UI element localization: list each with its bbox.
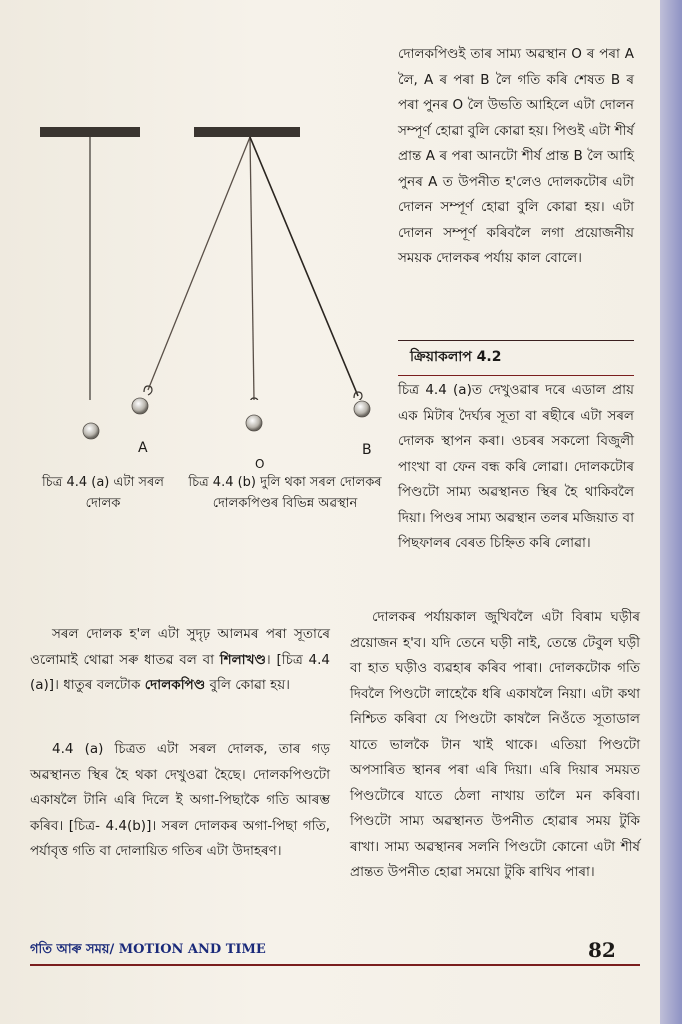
definition-paragraph: সৰল দোলক হ'ল এটা সুদৃঢ় আলমৰ পৰা সূতাৰে ওলোমাই থোৱা সৰু ধাতৱ বল বা শিলাখণ্ড। [চিত্ৰ 4.4 (a)]। ধাতুৰ বলটোক দোলকপিণ্ড বুলি কোৱা হয়। [30, 626, 330, 693]
term-stone: শিলাখণ্ড [219, 651, 266, 668]
activity-paragraph: চিত্ৰ 4.4 (a)ত দেখুওৱাৰ দৰে এডাল প্ৰায় এক মিটাৰ দৈৰ্ঘ্যৰ সূতা বা ৰছীৰে এটা সৰল দোলক স্থাপন কৰা। ওচৰৰ সকলো বিজুলী পাংখা বা ফেন বন্ধ কৰি লোৱা। দোলকটোৰ পিণ্ডটো সাম্য অৱস্থানত স্থিৰ হৈ থাকিবলৈ দিয়া। পিণ্ডৰ সাম্য অৱস্থান তলৰ মজিয়াত বা পিছফালৰ বেৰত চিহ্নিত কৰি লোৱা। [398, 382, 634, 551]
term-bob: দোলকপিণ্ড [144, 677, 206, 693]
activity-heading: ক্ৰিয়াকলাপ 4.2 [398, 340, 634, 376]
intro-paragraph: দোলকপিণ্ডই তাৰ সাম্য অৱস্থান O ৰ পৰা A লৈ, A ৰ পৰা B লৈ গতি কৰি শেষত B ৰ পৰা পুনৰ O লৈ উভতি আহিলে এটা দোলন সম্পূৰ্ণ হোৱা বুলি কোৱা হয়। পিণ্ডই এটা শীৰ্ষ প্ৰান্ত A ৰ পৰা আনটো শীৰ্ষ প্ৰান্ত B লৈ আহি পুনৰ A ত উপনীত হ'লেও দোলকটোৰ এটা দোলন সম্পূৰ্ণ হোৱা বুলি কোৱা হয়। এটা দোলন সম্পূৰ্ণ কৰিবলৈ লগা প্ৰয়োজনীয় সময়ক দোলকৰ পৰ্যায় কাল বোলে। [398, 46, 634, 266]
label-a: A [138, 440, 148, 456]
label-b: B [362, 442, 372, 458]
bob-left [132, 398, 148, 414]
bob-a [83, 423, 99, 439]
footer-rule [30, 964, 640, 966]
caption-fig-b: চিত্ৰ 4.4 (b) দুলি থকা সৰল দোলকৰ দোলকপিণ্ডৰ বিভিন্ন অৱস্থান [188, 475, 382, 511]
label-o: O [255, 457, 265, 471]
caption-fig-a: চিত্ৰ 4.4 (a) এটা সৰল দোলক [42, 475, 164, 511]
chapter-title: গতি আৰু সময়/ MOTION AND TIME [30, 942, 266, 957]
period-paragraph: দোলকৰ পৰ্যায়কাল জুখিবলৈ এটা বিৰাম ঘড়ীৰ প্ৰয়োজন হ'ব। যদি তেনে ঘড়ী নাই, তেন্তে টেবুল ঘড়ী বা হাত ঘড়ীও ব্যৱহাৰ কৰিব পাৰা। দোলকটোক গতি দিবলৈ পিণ্ডটো লাহেকৈ ধৰি একাষলৈ নিয়া। এটা কথা নিশ্চিত কৰিবা যে পিণ্ডটো কাষলৈ নিওঁতে সূতাডাল যাতে ভালকৈ টান খাই থাকে। এতিয়া পিণ্ডটো অপসাৰিত স্থানৰ পৰা এৰি দিয়া। এৰি দিয়াৰ সময়ত পিণ্ডটোৰে যাতে ঠেলা নাখায় তালৈ মন কৰিবা। পিণ্ডটো সাম্য অৱস্থানত উপনীত হোৱাৰ সময় টুকি ৰাখা। সাম্য অৱস্থানৰ সলনি পিণ্ডটো কোনো এটা শীৰ্ষ প্ৰান্তত উপনীত হোৱা সময়ো টুকি ৰাখিব পাৰা। [350, 609, 640, 880]
bob-right [354, 401, 370, 417]
bob-center [246, 415, 262, 431]
page-number: 82 [588, 938, 616, 962]
example-paragraph: 4.4 (a) চিত্ৰত এটা সৰল দোলক, তাৰ গড় অৱস্থানত স্থিৰ হৈ থকা দেখুওৱা হৈছে। দোলকপিণ্ডটো একাষলৈ টানি এৰি দিলে ই অগা-পিছাকৈ গতি আৰম্ভ কৰিব। [চিত্ৰ- 4.4(b)]। সৰল দোলকৰ অগা-পিছা গতি, পৰ্যাবৃত্ত গতি বা দোলায়িত গতিৰ এটা উদাহৰণ। [30, 741, 330, 859]
